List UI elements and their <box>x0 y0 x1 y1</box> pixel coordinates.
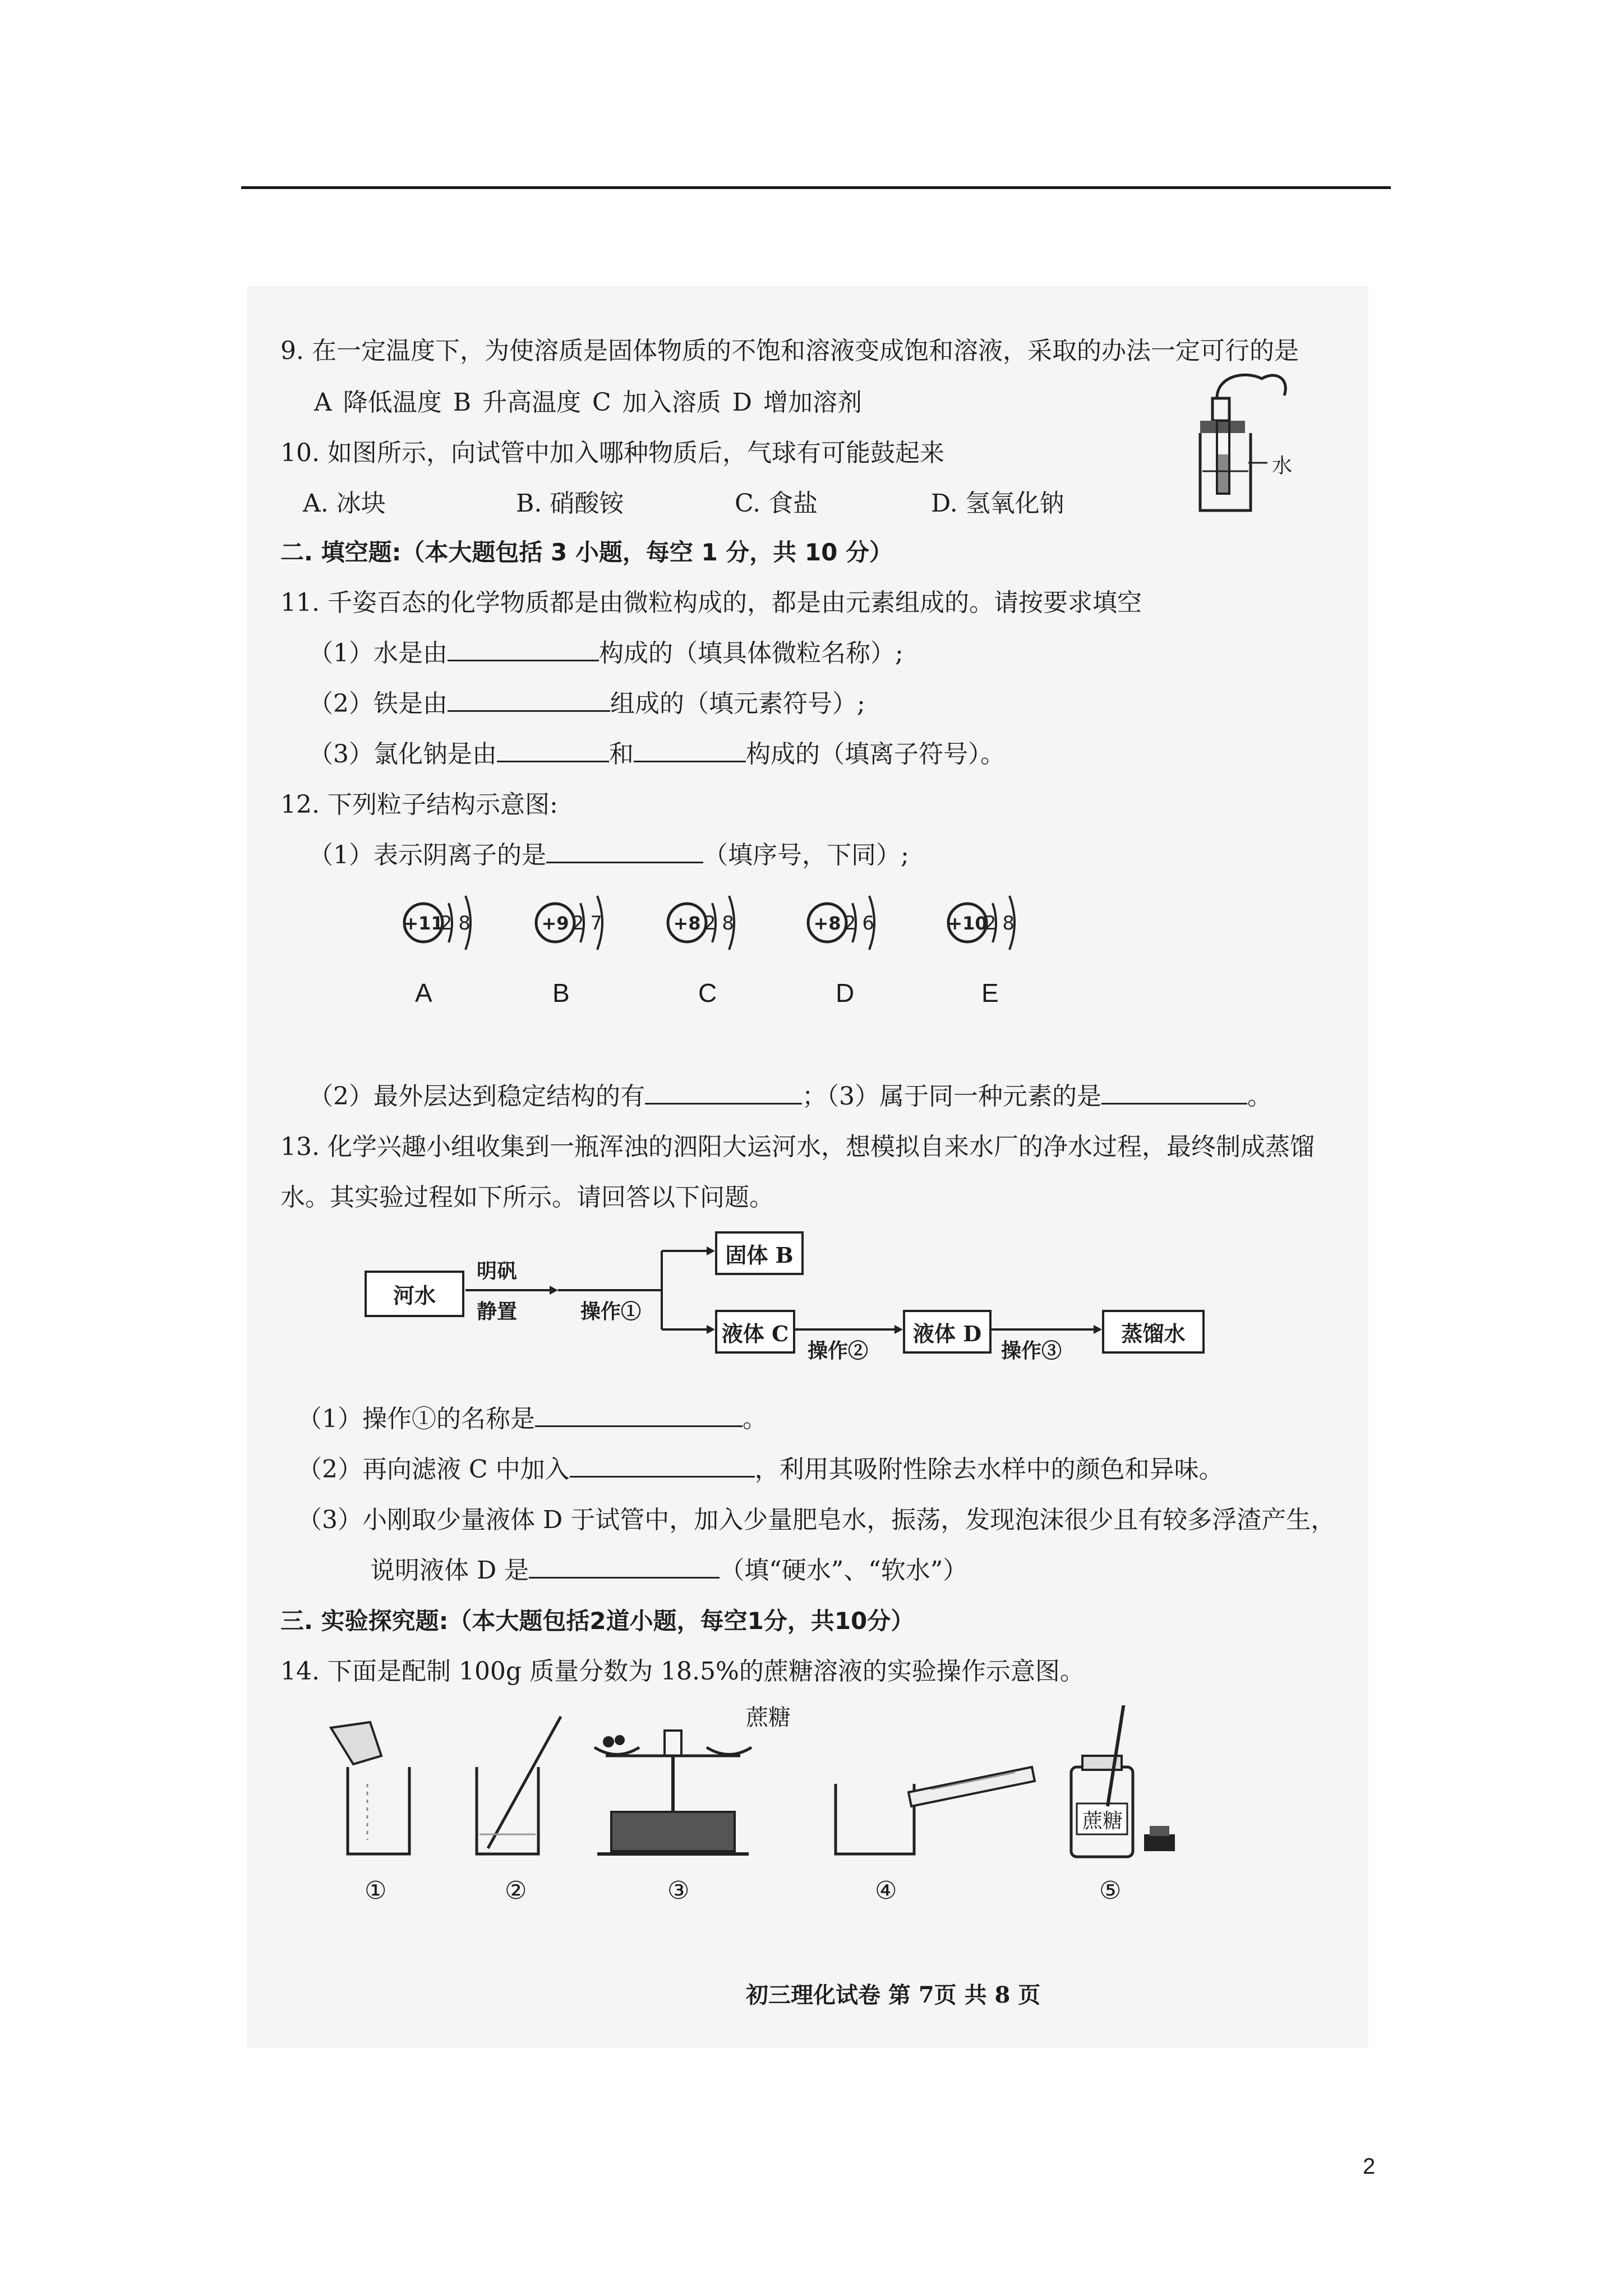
atom-structure-icon <box>524 884 637 968</box>
sugar-label-top: 蔗糖 <box>746 1705 791 1731</box>
beaker-stir-icon <box>477 1717 561 1854</box>
atom-structure-icon <box>796 884 909 968</box>
beaker-pour-icon <box>331 1722 409 1854</box>
step-label: ④ <box>875 1876 897 1905</box>
q10-option-b: B. 硝酸铵 <box>516 489 624 518</box>
particle-diagrams <box>393 884 1094 1029</box>
q10-stem: 10. 如图所示，向试管中加入哪种物质后，气球有可能鼓起来 <box>280 439 944 467</box>
exam-footer: 初三理化试卷 第 7页 共 8 页 <box>746 1982 1041 2008</box>
flow-alum-label: 明矾 <box>477 1259 518 1283</box>
step-label: ② <box>505 1876 527 1905</box>
flow-liquid-d: 液体 D <box>903 1310 992 1354</box>
atom-structure-icon <box>656 884 768 968</box>
answer-blank[interactable] <box>448 637 599 661</box>
q13-p3-prefix: 说明液体 D 是 <box>370 1556 529 1585</box>
flask-water-label: 水 <box>1272 454 1293 477</box>
header-rule <box>241 186 1391 189</box>
answer-blank[interactable] <box>645 1080 802 1105</box>
page-number: 2 <box>1363 2154 1376 2179</box>
flow-liquid-c: 液体 C <box>715 1310 795 1354</box>
flow-settle-label: 静置 <box>477 1300 518 1323</box>
q13-stem-line1: 13. 化学兴趣小组收集到一瓶浑浊的泗阳大运河水，想模拟自来水厂的净水过程，最终制成蒸馏 <box>280 1133 1315 1161</box>
water-purification-flow <box>365 1217 1234 1386</box>
solution-prep-figure <box>314 1705 1211 1874</box>
q11-part1 <box>308 637 903 670</box>
q13-p2-suffix: ，利用其吸附性除去水样中的颜色和异味。 <box>754 1455 1224 1484</box>
flow-op2-label: 操作② <box>808 1339 869 1363</box>
q9-options: A 降低温度 B 升高温度 C 加入溶质 D 增加溶剂 <box>314 388 862 417</box>
q13-part2 <box>297 1453 1224 1487</box>
q12-stem: 12. 下列粒子结构示意图: <box>280 790 558 819</box>
q13-part1 <box>297 1402 767 1436</box>
q11-stem: 11. 千姿百态的化学物质都是由微粒构成的，都是由元素组成的。请按要求填空 <box>280 588 1142 617</box>
flow-op3-label: 操作③ <box>1001 1339 1062 1363</box>
answer-blank[interactable] <box>497 738 609 762</box>
q11-part2 <box>308 687 865 721</box>
answer-blank[interactable] <box>570 1453 755 1478</box>
q12-p3-prefix: ；（3）属于同一种元素的是 <box>802 1082 1101 1111</box>
q11-p2-prefix: （2）铁是由 <box>308 689 448 718</box>
particle-a <box>393 884 505 1007</box>
q13-stem-line2: 水。其实验过程如下所示。请回答以下问题。 <box>280 1183 774 1212</box>
answer-blank[interactable] <box>529 1554 720 1579</box>
particle-label: E <box>981 978 999 1007</box>
q11-p1-prefix: （1）水是由 <box>308 639 448 668</box>
q10-option-d: D. 氢氧化钠 <box>931 489 1064 518</box>
q13-part3-line2 <box>370 1554 967 1588</box>
q11-p3-prefix: （3）氯化钠是由 <box>308 740 497 769</box>
reagent-bottle-icon <box>1071 1705 1175 1857</box>
nucleus-label: +8 <box>813 913 841 934</box>
q14-stem: 14. 下面是配制 100g 质量分数为 18.5%的蔗糖溶液的实验操作示意图。 <box>280 1657 1085 1686</box>
flow-river-water: 河水 <box>365 1271 464 1317</box>
cylinder-pour-icon <box>836 1767 1035 1854</box>
atom-structure-icon <box>937 884 1049 968</box>
particle-c <box>656 884 768 1007</box>
step-label: ⑤ <box>1099 1876 1122 1905</box>
q12-p2-prefix: （2）最外层达到稳定结构的有 <box>308 1082 645 1111</box>
particle-label: C <box>698 978 717 1007</box>
particle-label: B <box>552 978 570 1007</box>
q10-option-c: C. 食盐 <box>735 489 818 518</box>
answer-blank[interactable] <box>1101 1080 1247 1105</box>
particle-d <box>796 884 909 1007</box>
q11-p1-suffix: 构成的（填具体微粒名称）; <box>599 639 903 668</box>
q11-part3 <box>308 738 1005 771</box>
q11-p3-and: 和 <box>609 740 634 769</box>
shell-electrons: 2 8 <box>440 912 471 935</box>
shell-electrons: 2 8 <box>984 912 1015 935</box>
answer-blank[interactable] <box>448 688 610 712</box>
flow-op1-label: 操作① <box>580 1300 642 1323</box>
nucleus-label: +11 <box>403 913 444 934</box>
balance-scale-icon <box>594 1731 751 1854</box>
q11-p3-suffix: 构成的（填离子符号）。 <box>746 740 1005 769</box>
q9-stem: 9. 在一定温度下，为使溶质是固体物质的不饱和溶液变成饱和溶液，采取的办法一定可行的是 <box>280 337 1299 365</box>
answer-blank[interactable] <box>546 839 703 863</box>
nucleus-label: +8 <box>673 913 701 934</box>
q12-p1-prefix: （1）表示阴离子的是 <box>308 841 546 869</box>
q10-option-a: A. 冰块 <box>303 489 386 518</box>
step-label: ① <box>365 1876 387 1905</box>
q13-p2-prefix: （2）再向滤液 C 中加入 <box>297 1455 570 1484</box>
q11-p2-suffix: 组成的（填元素符号）; <box>610 689 865 718</box>
particle-e <box>937 884 1049 1007</box>
atom-structure-icon <box>393 884 505 968</box>
step-label: ③ <box>667 1876 690 1905</box>
q13-p1-suffix: 。 <box>743 1405 767 1433</box>
q13-p1-prefix: （1）操作①的名称是 <box>297 1405 535 1433</box>
section-3-title: 三. 实验探究题:（本大题包括2道小题，每空1分，共10分） <box>280 1607 915 1635</box>
answer-blank[interactable] <box>535 1403 743 1427</box>
q13-p3-suffix: （填“硬水”、“软水”） <box>720 1556 968 1585</box>
shell-electrons: 2 7 <box>571 912 603 935</box>
flow-solid-b: 固体 B <box>715 1231 804 1275</box>
shell-electrons: 2 6 <box>843 912 875 935</box>
shell-electrons: 2 8 <box>703 912 735 935</box>
particle-label: A <box>415 978 432 1007</box>
answer-blank[interactable] <box>634 738 746 762</box>
q12-part1 <box>308 839 909 872</box>
flow-distilled-water: 蒸馏水 <box>1102 1310 1205 1354</box>
q12-p3-suffix: 。 <box>1247 1082 1272 1111</box>
nucleus-label: +10 <box>947 913 988 934</box>
q12-part2-3 <box>308 1080 1272 1114</box>
particle-label: D <box>836 978 855 1007</box>
q12-p1-suffix: （填序号，下同）; <box>703 841 909 869</box>
sugar-label-bottle: 蔗糖 <box>1082 1810 1123 1833</box>
q13-part3-line1: （3）小刚取少量液体 D 于试管中，加入少量肥皂水，振荡，发现泡沫很少且有较多浮渣产生， <box>297 1506 1336 1534</box>
section-2-title: 二. 填空题:（本大题包括 3 小题，每空 1 分，共 10 分） <box>280 539 893 566</box>
flask-balloon-figure <box>1178 365 1312 522</box>
nucleus-label: +9 <box>541 913 569 934</box>
particle-b <box>524 884 637 1007</box>
